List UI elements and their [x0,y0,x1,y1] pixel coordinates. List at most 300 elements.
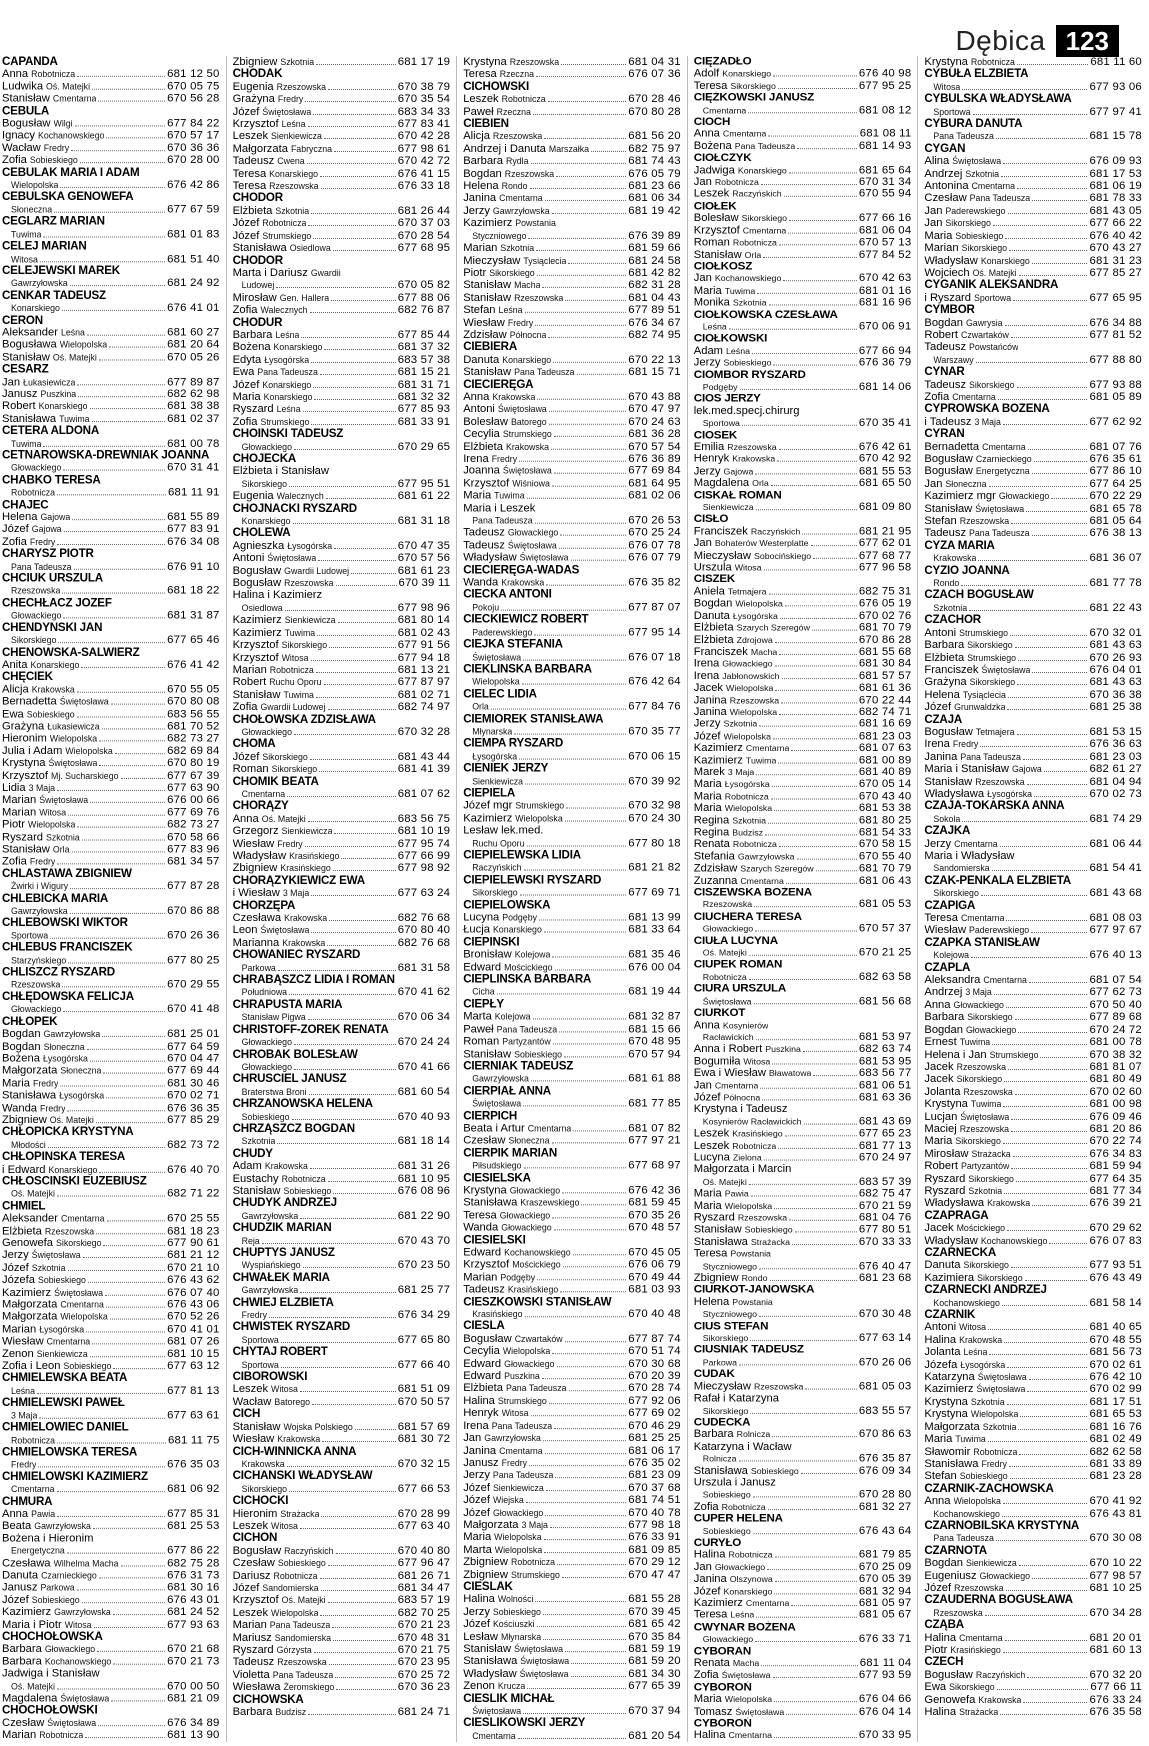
street-address: Świętosława [497,404,547,415]
surname-heading: CHWIEJ ELŻBIETA [232,1296,334,1309]
first-name: Maciej [924,1122,957,1135]
listing-entry [694,1429,912,1441]
phone-number: 681 74 51 [628,1494,681,1507]
leader-dots [518,1730,627,1739]
phone-number: 681 05 53 [858,898,912,911]
phone-number: 681 34 47 [397,1581,451,1594]
leader-dots [755,923,857,932]
leader-dots [60,1077,165,1086]
leader-dots [67,1545,165,1554]
leader-dots [750,1332,857,1341]
street-address: Energetyczna [975,466,1030,477]
surname-heading: CHCIUK URSZULA [2,572,103,585]
surname-heading: CHOIŃSKI TADEUSZ [232,428,344,441]
phone-number: 681 02 37 [167,412,220,425]
leader-dots [1004,1073,1087,1082]
street-address: Tuwima [284,627,316,638]
first-name: Jacek [693,682,724,694]
phone-number: 681 41 39 [397,763,451,776]
first-name: Stanisława [693,1236,748,1248]
leader-dots [816,863,857,872]
listing-entry [2,856,220,868]
listing-entry [233,1135,451,1147]
listing-entry [694,1031,912,1043]
phone-number: 670 39 92 [628,775,681,788]
street-address: Sobieskiego [241,1111,290,1122]
leader-dots [63,610,165,619]
listing-entry [463,168,681,180]
phone-number: 681 10 95 [397,1172,451,1185]
listing-entry [924,627,1142,639]
leader-dots [90,1053,165,1062]
street-address: Ludowej [241,280,275,291]
street-address: Kraszewskiego [520,1197,580,1208]
first-name: Barbara [924,1011,965,1024]
listing-entry [463,1655,681,1667]
street-address: Kochanowskiego [504,1247,571,1258]
phone-number: 670 41 62 [397,986,451,999]
street-address: Energetyczna [11,1545,65,1556]
leader-dots [534,626,626,635]
first-name: Bogusław [232,577,282,590]
surname-heading: CIECIERĘGA [463,378,534,391]
street-address: Głowackiego [492,1507,544,1518]
first-name: Marian [924,242,959,255]
phone-number: 681 07 82 [628,1122,681,1135]
listing-entry [694,1043,912,1055]
listing-entry [463,837,681,849]
street-address: Świętosława [952,156,1002,167]
listing-entry [463,502,681,514]
listing-entry [924,1458,1142,1470]
listing-entry [924,813,1142,825]
first-name: Stanisław [232,688,281,701]
phone-number: 676 43 01 [167,1594,220,1606]
listing-entry [233,1656,451,1668]
phone-number: 670 38 79 [397,80,451,93]
listing-entry [463,130,681,142]
listing-entry [924,1160,1142,1172]
street-address: Kościuszki [492,1619,535,1630]
first-name: lek.med.specj.chirurg [693,405,800,417]
leader-dots [755,465,857,474]
phone-number: 681 08 12 [858,104,912,116]
street-address: Witosa [271,1520,298,1531]
listing-entry [2,610,220,622]
phone-number: 676 38 13 [1089,527,1142,540]
listing-entry [2,1569,220,1581]
leader-dots [300,1210,395,1219]
phone-number: 670 43 70 [397,1234,451,1247]
leader-dots [58,634,165,643]
listing-entry [463,1023,681,1035]
leader-dots [70,277,165,286]
first-name: Bogdan [2,1040,41,1053]
street-address: Łukasiewicza [23,376,76,387]
street-address: Cmentarna [728,1730,773,1741]
surname-heading: CIOŁKOSZ [693,260,753,273]
first-name: Ludwika [2,80,44,93]
listing-entry [694,815,912,827]
phone-number: 681 61 88 [628,1072,681,1085]
listing-entry [463,515,681,527]
phone-number: 676 08 96 [397,1184,451,1197]
listing-entry [924,701,1142,713]
listing-entry [233,540,451,552]
first-name: Józef [463,1618,490,1631]
phone-number: 677 86 22 [167,1544,220,1557]
street-address: Powstania [730,1249,771,1259]
surname-heading: CZARNECKA [924,1247,996,1259]
leader-dots [739,1356,857,1365]
phone-number: 670 30 08 [1089,1532,1142,1545]
leader-dots [775,1573,857,1582]
first-name: Halina [924,1631,957,1644]
leader-dots [300,1520,396,1529]
phone-number: 677 86 10 [1089,465,1142,478]
street-address: Witosa [734,562,762,573]
phone-number: 670 22 44 [858,694,912,706]
street-address: Sikorskiego [968,1173,1014,1184]
street-address: Kochanowskiego [714,273,782,284]
street-address: Szkotnia [500,242,535,253]
surname-heading: CIEBIEŃ [463,117,509,130]
street-address: Głowackiego [953,999,1004,1010]
listing-entry [2,1643,220,1655]
street-address: Strażacka [750,1237,791,1247]
phone-number: 682 74 71 [858,706,912,718]
leader-dots [797,140,857,149]
listing-entry [233,1669,451,1681]
listing-entry [694,417,912,429]
leader-dots [554,428,627,437]
leader-dots [1006,912,1087,921]
phone-number: 677 80 51 [858,1224,912,1236]
listing-entry [463,701,681,713]
street-address: Wyspiańskiego [241,1260,301,1271]
leader-dots [311,924,395,933]
leader-dots [529,1457,626,1466]
street-address: Głowackiego [241,441,292,452]
listing-entry [924,1098,1142,1110]
street-address: Świętosława [507,540,557,551]
first-name: Stanisław [2,351,50,364]
listing-entry [2,757,220,769]
phone-number: 670 26 36 [167,929,220,942]
listing-entry [463,1544,681,1556]
listing-entry [233,1520,451,1532]
first-name: Ignacy [2,129,35,142]
leader-dots [1027,776,1088,785]
street-address: Sikorskiego [56,1238,102,1249]
first-name: Genowefa [924,1693,976,1706]
street-address: Wilhelma Macha [53,1558,119,1569]
first-name: Teresa [232,180,267,193]
listing-entry [233,1421,451,1433]
street-address: Cwena [277,156,305,167]
surname-heading: CEBULSKA GENOWEFA [2,191,134,204]
listing-entry [2,1582,220,1594]
street-address: Świętosława [702,996,752,1006]
phone-number: 681 15 71 [628,365,681,378]
listing-entry [2,905,220,917]
street-address: Macha [750,647,778,657]
street-address: Gawrzyłowska [472,1073,529,1084]
street-address: Parkowa [241,962,276,973]
phone-number: 677 89 87 [167,375,220,388]
first-name: Elżbieta [232,204,273,217]
surname-heading: CICHON [232,1532,278,1545]
phone-number: 677 68 77 [858,549,912,562]
street-address: Rondo [741,1273,768,1283]
street-address: Konarskiego [11,303,60,314]
street-address: Gawrzyłowska [484,1433,541,1444]
listing-entry [924,763,1142,775]
street-address: Łukasiewicza [47,721,100,732]
listing-entry [233,478,451,490]
street-address: Świętosława [472,652,522,663]
first-name: Bogusława [2,339,57,351]
leader-dots [68,807,165,816]
leader-dots [300,1383,396,1392]
leader-dots [962,813,1087,822]
leader-dots [802,526,857,535]
street-address: Robotnicza [724,791,769,802]
street-address: Łysogórska [59,1090,105,1101]
phone-number: 681 00 89 [858,754,912,767]
leader-dots [1000,1706,1087,1715]
phone-number: 677 83 41 [397,118,451,131]
listing-entry [463,676,681,688]
phone-number: 670 80 08 [167,695,220,708]
first-name: Maria [232,390,261,403]
first-name: Magdalena [2,1692,58,1705]
listing-entry [463,391,681,403]
listing-entry [694,405,912,417]
phone-number: 677 95 74 [397,837,451,850]
street-address: Wielopolska [494,1544,543,1555]
listing-entry [694,1670,912,1682]
street-address: Sikorskiego [741,213,788,224]
street-address: Konarskiego [48,1164,98,1175]
phone-number: 681 33 89 [1089,1457,1142,1470]
street-address: Tuwima [955,1434,986,1445]
first-name: Roman [232,763,269,776]
phone-number: 681 40 89 [858,766,912,779]
listing-entry [2,880,220,892]
listing-entry [924,490,1142,502]
leader-dots [985,1607,1088,1616]
street-address: Konarskiego [262,379,312,390]
leader-dots [565,292,626,301]
listing-entry [924,1148,1142,1160]
listing-entry [233,614,451,626]
listing-entry [694,68,912,80]
listing-entry [694,947,912,959]
street-address: Świętosława [47,1718,97,1729]
listing-entry [2,154,220,166]
leader-dots [278,962,396,971]
phone-number: 677 93 59 [858,1669,912,1682]
phone-number: 670 33 33 [858,1236,912,1248]
listing-entry [463,750,681,762]
first-name: Janina [693,694,727,706]
phone-number: 676 33 24 [1089,1693,1142,1706]
phone-number: 670 23 95 [397,1656,451,1669]
phone-number: 681 65 78 [1089,502,1142,515]
phone-number: 681 26 71 [397,1569,451,1582]
street-address: Wielopolska [724,1694,773,1705]
surname-heading: CIURKOT-JANOWSKA [693,1284,815,1296]
first-name: Bogusław [463,1333,512,1346]
leader-dots [775,658,857,667]
listing-entry [233,1644,451,1656]
leader-dots [756,502,857,511]
phone-number: 681 31 18 [397,515,451,528]
phone-number: 670 02 99 [1089,1383,1142,1396]
first-name: Teresa [463,1209,497,1222]
leader-dots [491,701,626,710]
phone-number: 681 77 13 [858,1139,912,1152]
leader-dots [772,1429,857,1438]
phone-number: 682 73 72 [167,1138,220,1151]
phone-number: 682 75 28 [167,1557,220,1570]
leader-dots [770,1272,857,1281]
leader-dots [988,1321,1087,1330]
street-address: Słoneczna [508,1135,550,1146]
listing-entry [924,639,1142,651]
street-address: Wielopolska [49,733,98,744]
street-address: Gwardii Ludowej [260,702,326,713]
surname-heading: CENKAR TADEUSZ [2,289,106,302]
street-address: Pana Tadeusza [491,1420,553,1431]
street-address: Rzeczna [496,106,531,117]
street-address: Cmentarna [60,1299,104,1310]
listing-entry [2,1508,220,1520]
listing-entry [694,104,912,116]
leader-dots [1007,1396,1088,1405]
leader-dots [99,351,165,360]
listing-entry [694,1140,912,1152]
leader-dots [774,1200,857,1209]
street-address: Tetmajera [975,726,1015,737]
first-name: Jan [693,1079,712,1092]
leader-dots [113,1360,165,1369]
listing-entry [233,341,451,353]
listing-entry [694,297,912,309]
leader-dots [560,527,626,536]
first-name: Jerzy [2,1249,29,1262]
street-address: Głowackiego [965,1024,1017,1035]
leader-dots [303,403,396,412]
first-name: Małgorzata [924,1420,980,1433]
surname-heading: CHODAK [232,68,283,81]
phone-number: 681 31 23 [1089,254,1142,267]
first-name: Janina [463,192,497,205]
first-name: Adam [693,344,724,357]
listing-entry [2,1606,220,1618]
listing-entry [463,1209,681,1221]
leader-dots [988,1433,1088,1442]
leader-dots [1032,664,1087,673]
leader-dots [775,634,857,643]
phone-number: 683 57 39 [858,1175,912,1188]
surname-heading: CIĘŻKOWSKI JANUSZ [693,92,815,104]
phone-number: 681 58 14 [1089,1296,1142,1309]
listing-entry [694,1332,912,1344]
surname-heading: CHMIELOWIEC DANIEL [2,1421,129,1434]
first-name: Zbigniew [232,56,278,68]
street-address: Zdrojowa [736,634,773,645]
listing-entry [463,1036,681,1048]
first-name: i Ryszard [924,291,971,304]
street-address: Oś. Matejki [49,1115,94,1126]
surname-heading: CIEPIELA [463,787,516,800]
leader-dots [113,1656,165,1665]
surname-heading: CZAUDERNA BOGUSŁAWA [924,1594,1073,1607]
first-name: Marian [232,1619,267,1632]
street-address: Wiejska [492,1495,524,1506]
first-name: Zbigniew [693,1272,739,1284]
leader-dots [752,345,857,354]
street-address: Szkotnia [965,168,1000,179]
phone-number: 683 55 57 [858,1404,912,1417]
listing-entry [2,142,220,154]
street-address: Konarskiego [38,401,88,412]
first-name: Adolf [693,68,720,80]
leader-dots [778,1140,857,1149]
phone-number: 670 57 54 [628,440,681,453]
surname-heading: CETERA ALDONA [2,425,100,438]
street-address: Sobieskiego [955,230,1004,241]
leader-dots [559,1023,626,1032]
leader-dots [336,1545,396,1554]
leader-dots [77,708,165,717]
listing-entry [694,188,912,200]
listing-entry [463,1011,681,1023]
leader-dots [77,376,165,385]
phone-number: 677 93 51 [1089,1259,1142,1272]
phone-number: 677 66 94 [858,344,912,357]
first-name: Stanisław [463,1643,512,1656]
leader-dots [64,524,166,533]
street-address: Wielopolska [970,1409,1019,1420]
leader-dots [543,1432,626,1441]
first-name: Marian [2,794,37,807]
listing-entry [694,477,912,489]
phone-number: 681 21 95 [858,525,912,538]
leader-dots [565,1643,626,1652]
leader-dots [67,1102,165,1111]
leader-dots [70,880,165,889]
first-name: Józefa [924,1358,958,1371]
leader-dots [43,437,165,446]
leader-dots [287,1458,396,1467]
phone-number: 681 78 33 [1089,192,1142,205]
phone-number: 676 41 01 [167,302,220,314]
street-address: Rzeszowska [514,292,564,303]
phone-number: 681 19 42 [628,204,681,217]
leader-dots [1003,1098,1087,1107]
listing-entry [463,1606,681,1618]
street-address: Głowackiego [11,1004,62,1015]
phone-number: 670 25 72 [397,1668,451,1681]
street-address: Szkotnia [46,832,80,843]
leader-dots [553,1036,627,1045]
phone-number: 676 42 64 [628,675,681,688]
street-address: 3 Maja [11,1410,38,1421]
street-address: Witosa [39,807,67,818]
